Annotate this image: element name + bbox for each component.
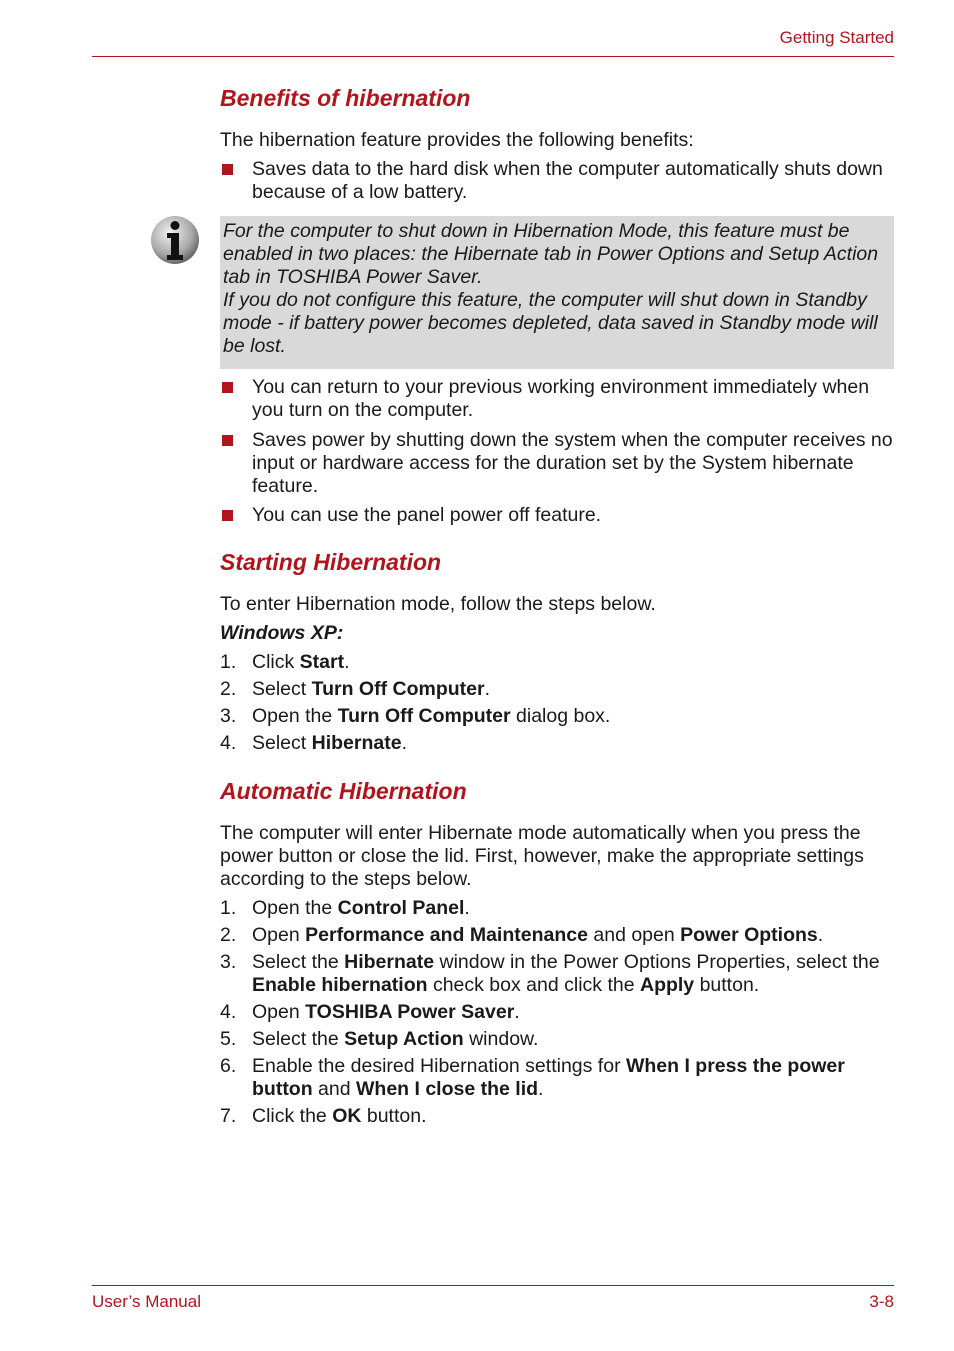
list-item: 3. Select the Hibernate window in the Power Options Properties, select the Enable hibernation check box and click the Apply button.	[220, 951, 880, 996]
list-item: 2. Select Turn Off Computer.	[220, 678, 490, 700]
list-item: 7. Click the OK button.	[220, 1105, 427, 1127]
bullet-square-icon	[222, 382, 233, 393]
list-item: 2. Open Performance and Maintenance and open Power Options.	[220, 924, 824, 946]
benefits-intro: The hibernation feature provides the following benefits:	[220, 129, 694, 151]
list-item: 1. Open the Control Panel.	[220, 897, 470, 919]
list-item: You can return to your previous working environment immediately when you turn on the computer.	[220, 376, 894, 422]
note-line: If you do not configure this feature, the computer will shut down in Standby mode - if battery power becomes depleted, data saved in Standby mode will be lost.	[223, 289, 878, 357]
starting-steps	[220, 651, 894, 755]
list-item: 6. Enable the desired Hibernation settings for When I press the power button and When I close the lid.	[220, 1055, 845, 1100]
starting-intro: To enter Hibernation mode, follow the steps below.	[220, 593, 656, 615]
list-item: 4. Open TOSHIBA Power Saver.	[220, 1001, 520, 1023]
header-rule	[92, 56, 894, 57]
starting-heading: Starting Hibernation	[220, 549, 442, 575]
bullet-square-icon	[222, 164, 233, 175]
running-header: Getting Started	[779, 28, 894, 47]
info-note	[220, 216, 894, 369]
benefits-heading: Benefits of hibernation	[220, 85, 471, 111]
list-item: You can use the panel power off feature.	[220, 504, 894, 527]
bullet-square-icon	[222, 510, 233, 521]
list-item: 4. Select Hibernate.	[220, 732, 407, 754]
page-body	[220, 84, 894, 1128]
footer-manual-title: User’s Manual	[92, 1292, 201, 1311]
info-icon	[150, 215, 200, 265]
automatic-steps	[220, 897, 894, 1128]
list-item: 5. Select the Setup Action window.	[220, 1028, 539, 1050]
footer-rule	[92, 1285, 894, 1286]
list-item: Saves data to the hard disk when the computer automatically shuts down because of a low battery.	[220, 158, 894, 204]
automatic-heading: Automatic Hibernation	[220, 778, 467, 804]
list-item: 1. Click Start.	[220, 651, 350, 673]
page-number: 3-8	[869, 1292, 894, 1311]
bullet-square-icon	[222, 435, 233, 446]
note-line: For the computer to shut down in Hibernation Mode, this feature must be enabled in two places: the Hibernate tab in Power Options and Setup Action tab in TOSHIBA Power Saver.	[223, 220, 879, 288]
list-item: Saves power by shutting down the system when the computer receives no input or hardware access for the duration set by the System hibernate feature.	[220, 429, 894, 498]
automatic-intro: The computer will enter Hibernate mode automatically when you press the power button or close the lid. First, however, make the appropriate settings according to the steps below.	[220, 822, 864, 890]
list-item: 3. Open the Turn Off Computer dialog box.	[220, 705, 611, 727]
os-subheading: Windows XP:	[220, 622, 344, 644]
